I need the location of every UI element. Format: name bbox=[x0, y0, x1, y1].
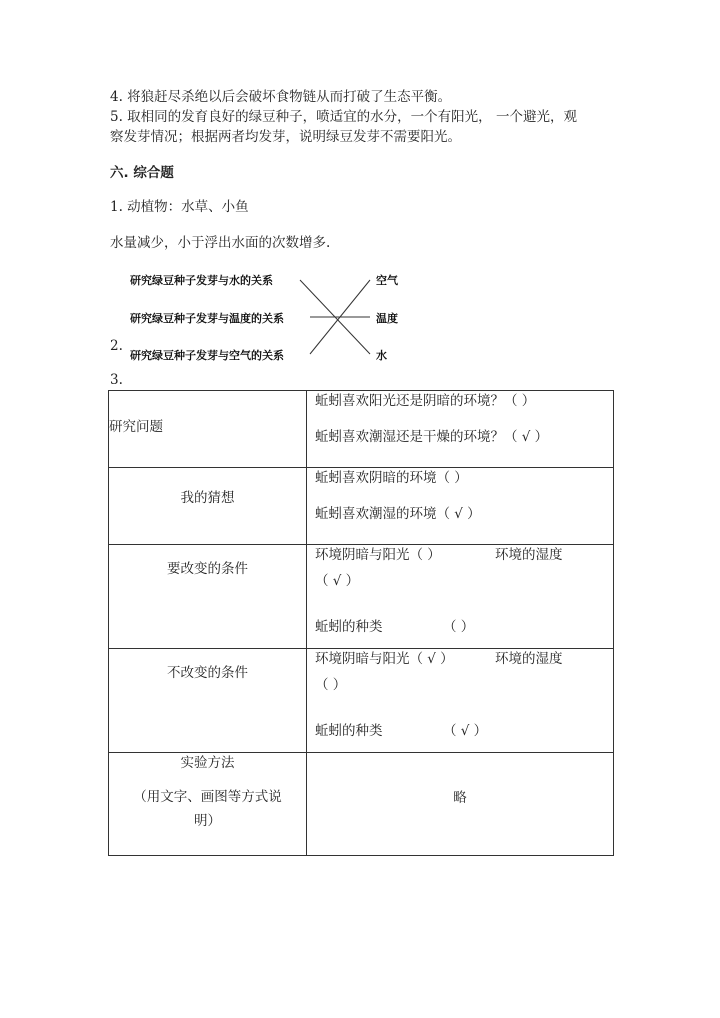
unchanged-species-mark: （ √ ） bbox=[443, 723, 488, 739]
matching-diagram bbox=[120, 262, 410, 368]
row-label-method-note-end: 明） bbox=[194, 813, 221, 829]
changed-species-line bbox=[315, 617, 613, 637]
table-label-cell bbox=[109, 545, 307, 649]
table-row bbox=[109, 649, 614, 753]
table-row bbox=[109, 391, 614, 468]
unchanged-light-line bbox=[315, 649, 613, 669]
row-label-method: 实验方法 bbox=[180, 755, 235, 771]
experiment-table bbox=[108, 390, 614, 856]
diagram-left-item-air: 研究绿豆种子发芽与空气的关系 bbox=[130, 349, 284, 362]
diagram-right-item-air: 空气 bbox=[376, 274, 398, 287]
diagram-right-item-temperature: 温度 bbox=[376, 312, 398, 325]
table-row bbox=[109, 753, 614, 856]
hypothesis-dark-text: 蚯蚓喜欢阴暗的环境（ ） bbox=[315, 470, 468, 486]
row-label-method-note: （用文字、画图等方式说 bbox=[133, 789, 282, 805]
table-value-cell bbox=[307, 391, 614, 468]
unchanged-light-text: 环境阴暗与阳光（ √ ） bbox=[315, 651, 454, 667]
question-light-text: 蚯蚓喜欢阳光还是阴暗的环境？（ ） bbox=[315, 393, 536, 409]
answer-5-line-2: 察发芽情况；根据两者均发芽，说明绿豆发芽不需要阳光。 bbox=[110, 129, 461, 145]
table-row bbox=[109, 468, 614, 545]
question-moisture-text: 蚯蚓喜欢潮湿还是干燥的环境？（ √ ） bbox=[315, 429, 549, 445]
table-label-cell bbox=[109, 649, 307, 753]
diagram-right-item-water: 水 bbox=[376, 349, 387, 362]
q3-label: 3. bbox=[110, 372, 123, 388]
answer-5-line-1: 5. 取相同的发育良好的绿豆种子，喷适宜的水分，一个有阳光， 一个避光，观 bbox=[110, 109, 577, 125]
hypothesis-moist-text: 蚯蚓喜欢潮湿的环境（ √ ） bbox=[315, 506, 481, 522]
changed-species-text: 蚯蚓的种类 bbox=[315, 619, 383, 635]
q1-answer-line-1: 1. 动植物：水草、小鱼 bbox=[110, 199, 249, 215]
table-label-cell bbox=[109, 391, 307, 468]
diagram-left-item-water: 研究绿豆种子发芽与水的关系 bbox=[130, 274, 273, 287]
q2-label: 2. bbox=[110, 338, 123, 354]
unchanged-species-text: 蚯蚓的种类 bbox=[315, 723, 383, 739]
table-label-cell bbox=[109, 468, 307, 545]
table-label-cell bbox=[109, 753, 307, 856]
method-value: 略 bbox=[453, 790, 467, 806]
answer-4: 4. 将狼赶尽杀绝以后会破坏食物链从而打破了生态平衡。 bbox=[110, 89, 452, 105]
table-value-cell bbox=[307, 545, 614, 649]
diagram-left-item-temperature: 研究绿豆种子发芽与温度的关系 bbox=[130, 312, 284, 325]
changed-light-line bbox=[315, 545, 613, 565]
changed-species-mark: （ ） bbox=[443, 619, 475, 635]
changed-humidity-mark: （ √ ） bbox=[315, 573, 360, 589]
table-row bbox=[109, 545, 614, 649]
changed-humidity-text: 环境的湿度 bbox=[495, 547, 563, 563]
table-value-cell bbox=[307, 468, 614, 545]
unchanged-species-line bbox=[315, 721, 613, 741]
unchanged-humidity-mark: （ ） bbox=[315, 677, 347, 693]
row-label-research-question: 研究问题 bbox=[109, 419, 163, 435]
changed-light-text: 环境阴暗与阳光（ ） bbox=[315, 547, 441, 563]
table-value-cell bbox=[307, 753, 614, 856]
table-value-cell bbox=[307, 649, 614, 753]
unchanged-humidity-text: 环境的湿度 bbox=[495, 651, 563, 667]
row-label-changed-conditions: 要改变的条件 bbox=[167, 561, 248, 577]
q1-answer-line-2: 水量减少，小于浮出水面的次数增多. bbox=[110, 235, 331, 251]
section-heading: 六. 综合题 bbox=[110, 165, 174, 181]
row-label-hypothesis: 我的猜想 bbox=[180, 490, 235, 506]
row-label-unchanged-conditions: 不改变的条件 bbox=[167, 665, 248, 681]
